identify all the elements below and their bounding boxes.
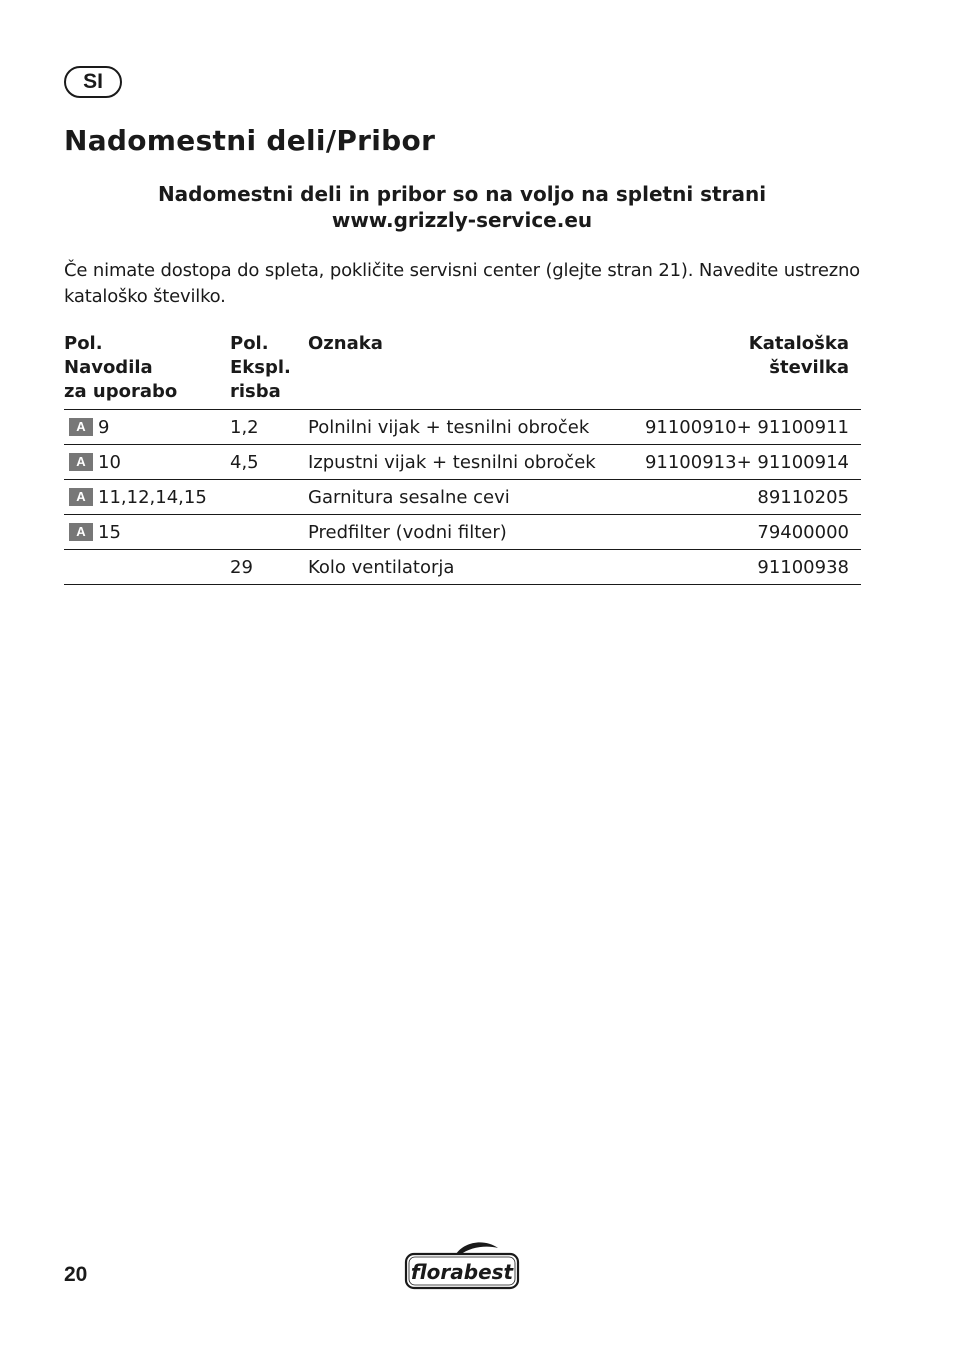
cell-designation: Polnilni vijak + tesnilni obroček [308, 410, 626, 445]
header-catalog-number: Kataloška številka [626, 332, 861, 410]
figure-a-tag: A [69, 523, 93, 541]
cell-catalog-number: 91100913+ 91100914 [626, 445, 861, 480]
cell-pos-manual [64, 445, 230, 480]
notice-line: Nadomestni deli in pribor so na voljo na spletni strani [157, 182, 767, 206]
cell-pos-manual [64, 515, 230, 550]
table-row [64, 445, 861, 480]
figure-a-tag: A [69, 418, 93, 436]
figure-a-tag: A [69, 453, 93, 471]
florabest-logo [404, 1240, 522, 1292]
cell-pos-manual [64, 480, 230, 515]
page-title: Nadomestni deli/Pribor [64, 124, 436, 157]
figure-a-tag: A [69, 488, 93, 506]
cell-designation: Kolo ventilatorja [308, 550, 626, 585]
table-row [64, 410, 861, 445]
pos-manual-value: 15 [98, 521, 121, 543]
table-row [64, 550, 861, 585]
page-number: 20 [64, 1263, 88, 1286]
table-row [64, 480, 861, 515]
language-badge [64, 66, 122, 98]
cell-catalog-number: 79400000 [626, 515, 861, 550]
cell-catalog-number: 91100938 [626, 550, 861, 585]
header-pos-drawing: Pol. Ekspl. risba [230, 332, 308, 410]
intro-paragraph: Če nimate dostopa do spleta, pokličite servisni center (glejte stran 21). Navedite ustrezno kataloško številko. [64, 260, 860, 307]
cell-pos-drawing: 4,5 [230, 445, 308, 480]
pos-manual-value: 11,12,14,15 [98, 486, 207, 508]
spare-parts-table [64, 332, 861, 585]
language-code: SI [83, 70, 103, 93]
table-row [64, 515, 861, 550]
pos-manual-value: 10 [98, 451, 121, 473]
service-website-link[interactable]: www.grizzly-service.eu [331, 208, 593, 232]
cell-designation: Garnitura sesalne cevi [308, 480, 626, 515]
spare-parts-notice [64, 181, 860, 233]
svg-text:florabest: florabest [410, 1260, 514, 1284]
cell-pos-drawing [230, 480, 308, 515]
header-designation: Oznaka [308, 332, 626, 410]
cell-pos-drawing [230, 515, 308, 550]
cell-pos-manual [64, 550, 230, 585]
header-pos-manual: Pol. Navodila za uporabo [64, 332, 230, 410]
cell-pos-drawing: 1,2 [230, 410, 308, 445]
pos-manual-value: 9 [98, 416, 110, 438]
cell-pos-drawing: 29 [230, 550, 308, 585]
cell-designation: Izpustni vijak + tesnilni obroček [308, 445, 626, 480]
cell-pos-manual [64, 410, 230, 445]
table-header-row [64, 332, 861, 410]
cell-designation: Predfilter (vodni filter) [308, 515, 626, 550]
cell-catalog-number: 89110205 [626, 480, 861, 515]
cell-catalog-number: 91100910+ 91100911 [626, 410, 861, 445]
